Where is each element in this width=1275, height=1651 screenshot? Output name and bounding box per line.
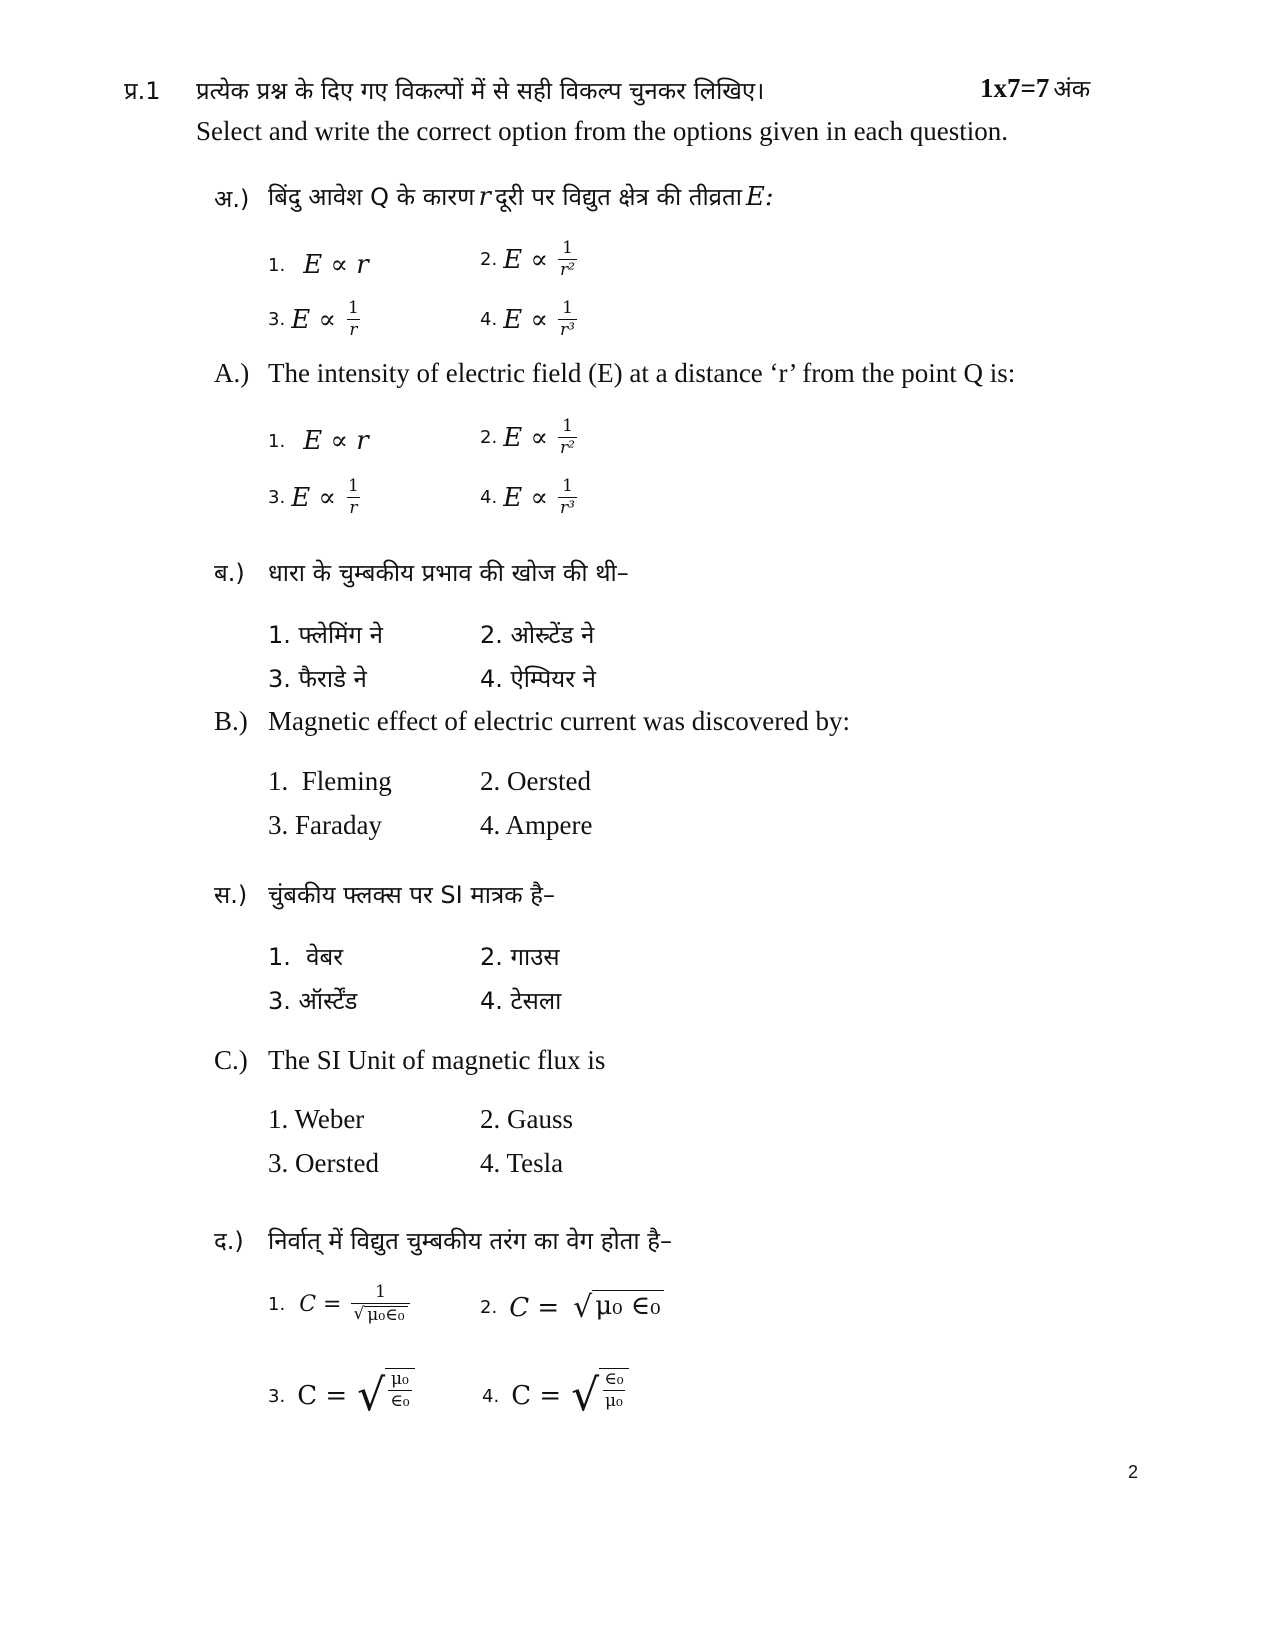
- question-number: प्र.1: [124, 77, 161, 105]
- option-number: 4.: [482, 1385, 500, 1407]
- marks-word: अंक: [1053, 75, 1091, 103]
- sub-c-hi-label: स.): [214, 881, 248, 909]
- option-number: 3.: [268, 487, 286, 508]
- sub-a-en-option-3: [268, 478, 361, 517]
- sqrt-icon: √ $\frac{\text{∈₀}}{\text{μ₀}}$: [571, 1368, 628, 1424]
- option-formula: E ∝: [503, 422, 549, 453]
- sub-b-en-option-2: 2. Oersted: [480, 766, 591, 796]
- sub-b-en-option-1: 1. Fleming: [268, 766, 392, 796]
- fraction: 1 √ μ₀∈₀: [351, 1284, 409, 1324]
- sub-d-hi-option-4: [482, 1368, 629, 1424]
- sub-a-en-text: The intensity of electric field (E) at a distance ‘r’ from the point Q is:: [268, 358, 1016, 388]
- sub-a-hi-part2: दूरी पर विद्युत क्षेत्र की तीव्रता: [494, 183, 742, 211]
- sub-b-en-text: Magnetic effect of electric current was discovered by:: [268, 706, 850, 736]
- option-number: 2.: [480, 427, 498, 448]
- sub-b-hi-option-1: 1. फ्लेमिंग ने: [268, 621, 383, 649]
- sub-a-hi-text: [268, 180, 774, 213]
- sub-a-hi-var-e: E:: [745, 182, 774, 212]
- sub-a-en-label: A.): [214, 358, 250, 388]
- option-number: 1.: [268, 254, 286, 276]
- option-number: 1.: [268, 430, 286, 452]
- sub-c-en-label: C.): [214, 1045, 248, 1075]
- sub-c-en-option-1: 1. Weber: [268, 1104, 365, 1134]
- option-number: 2.: [480, 1297, 498, 1318]
- sub-c-hi-option-4: 4. टेसला: [480, 987, 562, 1015]
- sub-a-hi-label: अ.): [214, 185, 250, 213]
- fraction: $\frac{1}{\text{r²}}$: [560, 238, 575, 280]
- option-formula: C =: [299, 1291, 342, 1317]
- sub-c-en-option-3: 3. Oersted: [268, 1148, 379, 1178]
- page-number: 2: [1128, 1462, 1139, 1482]
- sub-a-hi-var-r: r: [478, 182, 491, 212]
- instruction-english: Select and write the correct option from the options given in each question.: [196, 116, 1009, 146]
- sub-d-hi-option-3: [268, 1368, 415, 1424]
- sub-d-hi-option-2: [480, 1290, 664, 1325]
- sub-a-hi-option-2: [480, 240, 577, 279]
- sub-b-en-option-4: 4. Ampere: [480, 810, 593, 840]
- option-number: 2.: [480, 249, 498, 270]
- sub-c-en-option-4: 4. Tesla: [480, 1148, 564, 1178]
- sub-b-hi-option-3: 3. फैराडे ने: [268, 665, 367, 693]
- option-number: 3.: [268, 1385, 286, 1407]
- fraction: $\frac{1}{\text{r³}}$: [560, 476, 575, 518]
- marks: [980, 72, 1090, 105]
- option-formula: E ∝: [503, 304, 549, 335]
- instruction-hindi: प्रत्येक प्रश्न के दिए गए विकल्पों में से सही विकल्प चुनकर लिखिए।: [196, 77, 765, 105]
- option-number: 3.: [268, 309, 286, 330]
- sub-c-en-text: The SI Unit of magnetic flux is: [268, 1045, 606, 1075]
- option-formula: E ∝: [503, 244, 549, 275]
- sub-a-hi-part1: बिंदु आवेश Q के कारण: [268, 183, 475, 211]
- option-formula: E ∝: [291, 304, 337, 335]
- sub-d-hi-option-1: [268, 1284, 410, 1324]
- option-formula: E ∝: [503, 482, 549, 513]
- sub-d-hi-text: निर्वात् में विद्युत चुम्बकीय तरंग का वेग होता है–: [268, 1227, 672, 1255]
- sub-a-en-option-2: [480, 418, 577, 457]
- sub-b-hi-option-4: 4. ऐम्पियर ने: [480, 665, 596, 693]
- sub-c-en-option-2: 2. Gauss: [480, 1104, 573, 1134]
- option-formula: C =: [511, 1381, 562, 1411]
- sub-b-en-option-3: 3. Faraday: [268, 810, 382, 840]
- option-number: 4.: [480, 309, 498, 330]
- sub-b-en-label: B.): [214, 706, 248, 736]
- option-formula: E ∝ r: [303, 426, 369, 456]
- option-formula: E ∝: [291, 482, 337, 513]
- option-formula: C =: [297, 1381, 348, 1411]
- sub-a-hi-option-1: [268, 250, 369, 280]
- sub-a-en-option-1: [268, 426, 369, 456]
- sub-a-hi-option-4: [480, 300, 577, 339]
- sqrt-icon: √ μ₀∈₀: [353, 1306, 407, 1324]
- option-number: 4.: [480, 487, 498, 508]
- sub-c-hi-text: चुंबकीय फ्लक्स पर SI मात्रक है–: [268, 881, 555, 909]
- sub-d-hi-label: द.): [214, 1227, 244, 1255]
- fraction: $\frac{1}{\text{r³}}$: [560, 298, 575, 340]
- sub-c-hi-option-1: 1. वेबर: [268, 943, 344, 971]
- option-number: 1.: [268, 1293, 286, 1315]
- sub-b-hi-text: धारा के चुम्बकीय प्रभाव की खोज की थी–: [268, 559, 629, 587]
- sub-a-en-option-4: [480, 478, 577, 517]
- fraction: $\frac{1}{\text{r²}}$: [560, 416, 575, 458]
- fraction: $\frac{1}{r}$: [348, 298, 359, 340]
- sub-c-hi-option-3: 3. ऑर्स्टेंड: [268, 987, 358, 1015]
- sub-b-hi-option-2: 2. ओस्र्टेंड ने: [480, 621, 595, 649]
- fraction: $\frac{1}{r}$: [348, 476, 359, 518]
- sqrt-icon: √ μ₀ ∈₀: [573, 1290, 663, 1325]
- option-formula: C =: [509, 1292, 560, 1323]
- marks-value: 1x7=7: [980, 73, 1050, 103]
- sqrt-icon: √ $\frac{\text{μ₀}}{\text{∈₀}}$: [357, 1368, 414, 1424]
- option-formula: E ∝ r: [303, 250, 369, 280]
- sub-a-hi-option-3: [268, 300, 361, 339]
- sub-b-hi-label: ब.): [214, 559, 245, 587]
- sub-c-hi-option-2: 2. गाउस: [480, 943, 560, 971]
